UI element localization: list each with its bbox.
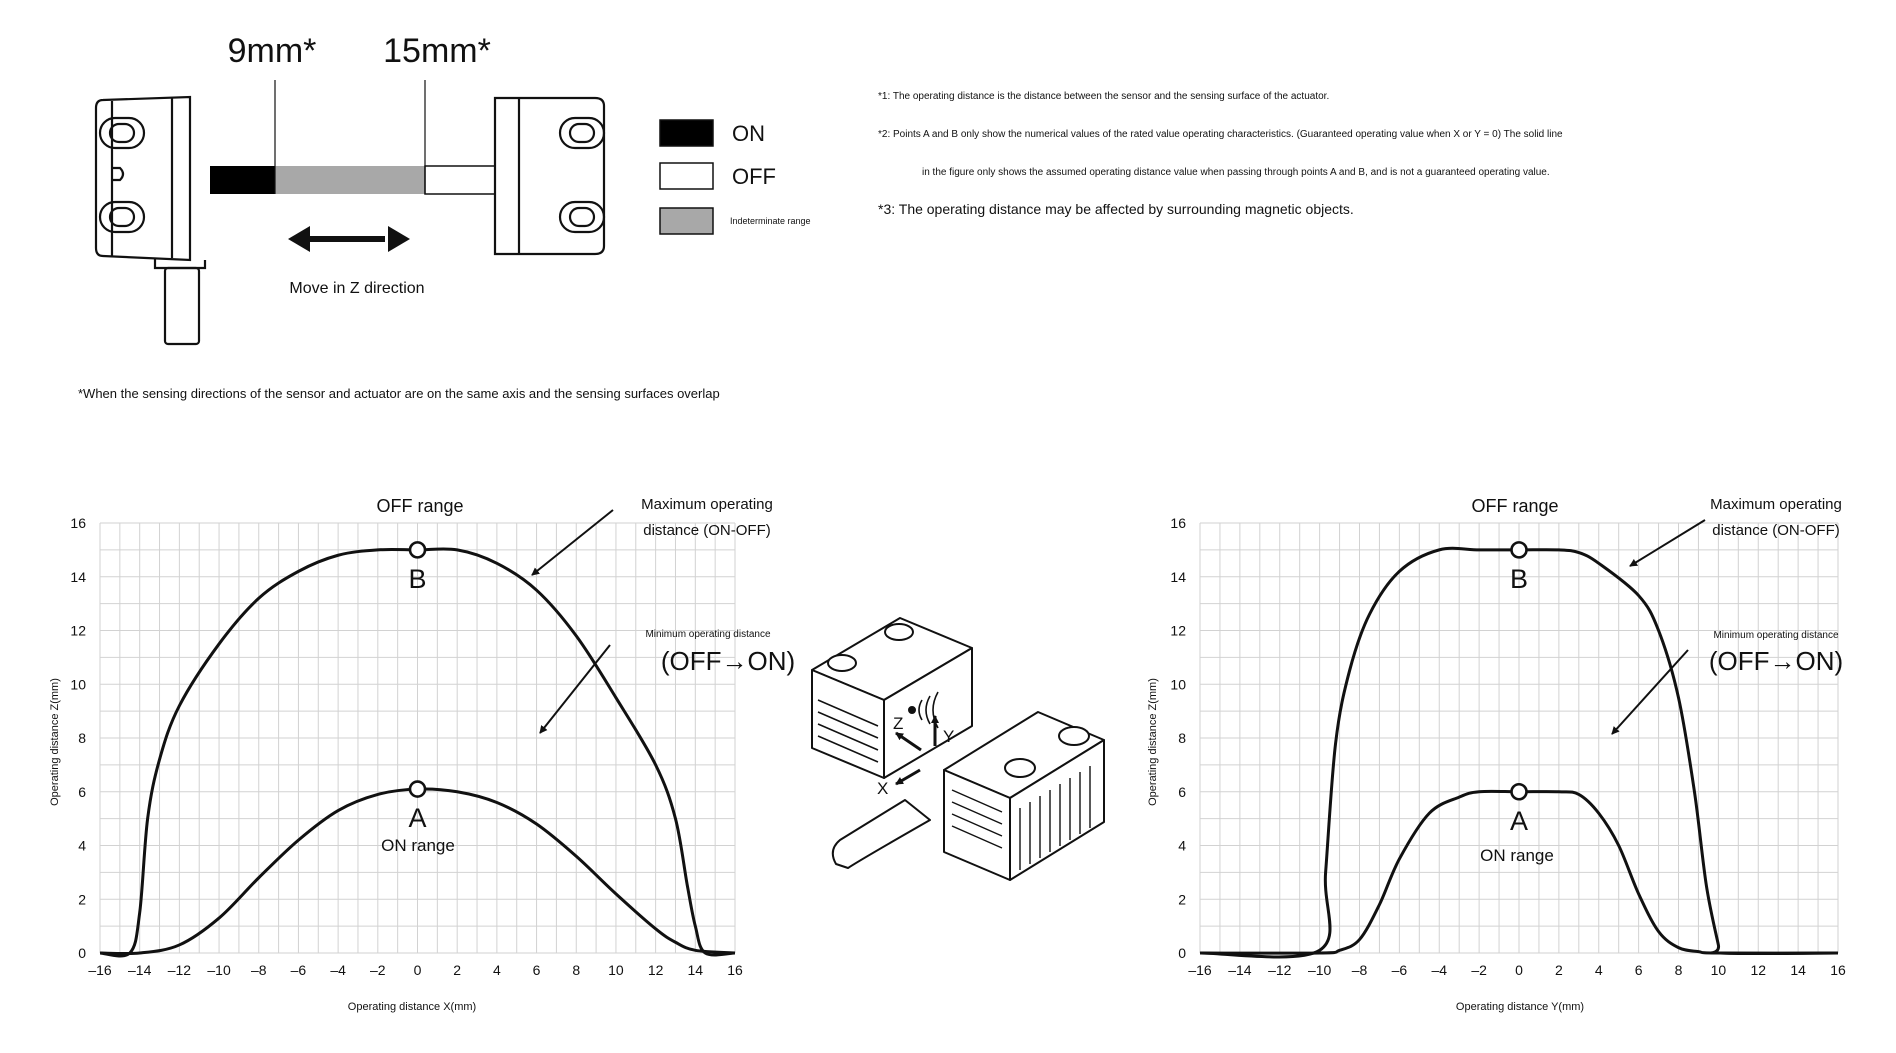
max-operating-label: Maximum operating xyxy=(641,496,773,513)
x-tick-label: 6 xyxy=(532,962,541,978)
y-axis-label: Operating distance Z(mm) xyxy=(49,678,61,806)
on-range-label: ON range xyxy=(1480,846,1554,865)
min-operating-label: Minimum operating distance xyxy=(645,629,771,640)
max-pointer-arrow xyxy=(532,510,613,575)
x-tick-label: –2 xyxy=(1471,962,1487,978)
max-operating-label: Maximum operating xyxy=(1710,496,1842,513)
dim-9-label: 9mm* xyxy=(227,32,317,70)
y-tick-label: 8 xyxy=(1178,730,1186,746)
off-range-label: OFF range xyxy=(1471,496,1559,516)
y-tick-label: 6 xyxy=(78,783,86,800)
x-tick-label: 10 xyxy=(608,962,624,978)
move-arrow-icon xyxy=(288,226,410,252)
chart-y-direction xyxy=(1147,496,1846,1013)
point-a-label: A xyxy=(408,803,427,834)
x-tick-label: –8 xyxy=(250,962,267,978)
x-tick-label: 12 xyxy=(1750,962,1767,978)
footnote: *When the sensing directions of the sensor and actuator are on the same axis and the sensing surfaces overlap xyxy=(78,386,720,401)
x-tick-label: 2 xyxy=(453,962,462,978)
point-a-marker xyxy=(410,782,425,797)
point-b-marker xyxy=(1512,542,1527,557)
indeterminate-range-bar xyxy=(275,166,425,194)
move-label: Move in Z direction xyxy=(289,280,425,297)
sensor-left xyxy=(96,97,205,344)
max-operating-label-2: distance (ON-OFF) xyxy=(643,522,771,539)
on-range-bar xyxy=(210,166,275,194)
x-tick-label: –4 xyxy=(330,962,346,978)
sensor-diagram xyxy=(96,32,604,344)
x-tick-label: –10 xyxy=(1307,962,1332,978)
x-tick-label: 2 xyxy=(1554,962,1563,978)
y-tick-label: 14 xyxy=(1170,568,1186,585)
y-axis-label: Operating distance Z(mm) xyxy=(1147,678,1159,806)
y-tick-label: 2 xyxy=(78,891,86,908)
point-a-marker xyxy=(1512,784,1527,799)
off-range-label: OFF range xyxy=(376,496,464,516)
y-tick-label: 2 xyxy=(1178,891,1186,908)
x-tick-label: 4 xyxy=(1594,962,1603,978)
note-1: *1: The operating distance is the distance between the sensor and the sensing surface of the actuator. xyxy=(878,91,1330,102)
x-tick-label: –14 xyxy=(1228,962,1252,978)
legend-off-swatch xyxy=(660,163,713,189)
y-tick-label: 16 xyxy=(1170,515,1186,531)
min-operating-label: Minimum operating distance xyxy=(1713,630,1839,641)
x-tick-label: 16 xyxy=(1830,962,1846,978)
x-tick-label: –12 xyxy=(167,962,192,978)
x-tick-label: 8 xyxy=(572,962,581,978)
min-pointer-arrow xyxy=(540,645,610,733)
x-tick-label: –6 xyxy=(290,962,307,978)
y-tick-label: 4 xyxy=(1178,837,1186,854)
dim-15-label: 15mm* xyxy=(383,32,491,70)
point-b-label: B xyxy=(1509,563,1529,594)
x-tick-label: –4 xyxy=(1431,962,1448,978)
x-tick-label: –6 xyxy=(1391,962,1408,978)
sensor-3d-illustration xyxy=(812,618,1104,880)
axis-x-label: X xyxy=(877,779,889,798)
y-tick-label: 12 xyxy=(70,622,86,639)
point-a-label: A xyxy=(1509,805,1529,836)
x-axis-label: Operating distance Y(mm) xyxy=(1455,1001,1585,1013)
x-tick-label: –8 xyxy=(1351,962,1368,978)
on-range-label: ON range xyxy=(381,836,455,855)
point-b-marker xyxy=(410,542,425,557)
x-tick-label: –16 xyxy=(1188,962,1212,978)
y-tick-label: 6 xyxy=(1178,783,1186,800)
y-tick-label: 16 xyxy=(70,515,86,531)
legend-off-label: OFF xyxy=(732,164,776,189)
max-operating-label-2: distance (ON-OFF) xyxy=(1712,522,1840,539)
actuator-right xyxy=(495,98,604,254)
min-operating-formula: (OFF→ON) xyxy=(660,646,796,676)
note-2a: *2: Points A and B only show the numerical values of the rated value operating characteristics. (Guaranteed operating value when X or Y = 0) The solid line xyxy=(878,129,1563,140)
x-tick-label: 10 xyxy=(1710,962,1727,978)
x-tick-label: 16 xyxy=(727,962,743,978)
notes xyxy=(878,91,1563,217)
y-tick-label: 10 xyxy=(70,676,86,693)
y-tick-label: 4 xyxy=(78,837,86,854)
x-tick-label: 6 xyxy=(1634,962,1643,978)
x-tick-label: 0 xyxy=(413,962,422,978)
point-b-label: B xyxy=(408,563,427,594)
legend-on-label: ON xyxy=(732,121,765,146)
y-tick-label: 0 xyxy=(1178,945,1186,961)
x-tick-label: 0 xyxy=(1515,962,1523,978)
x-tick-label: 4 xyxy=(492,962,501,978)
x-tick-label: 14 xyxy=(1790,962,1806,978)
min-operating-formula: (OFF→ON) xyxy=(1708,646,1844,676)
y-tick-label: 0 xyxy=(78,945,86,961)
y-tick-label: 12 xyxy=(1170,622,1186,639)
off-range-bar xyxy=(425,166,495,194)
x-tick-label: –12 xyxy=(1268,962,1292,978)
x-tick-label: 14 xyxy=(687,962,704,978)
note-2b: in the figure only shows the assumed operating distance value when passing through points A and B, and is not a guaranteed operating value. xyxy=(922,167,1550,178)
x-axis-label: Operating distance X(mm) xyxy=(347,1001,477,1013)
x-tick-label: –16 xyxy=(88,962,112,978)
legend xyxy=(660,120,811,234)
chart-x-direction xyxy=(49,496,795,1013)
x-tick-label: 8 xyxy=(1674,962,1683,978)
max-pointer-arrow xyxy=(1630,520,1705,566)
x-tick-label: 12 xyxy=(647,962,664,978)
y-tick-label: 10 xyxy=(1170,676,1186,693)
legend-on-swatch xyxy=(660,120,713,146)
x-tick-label: –2 xyxy=(370,962,386,978)
axis-z-label: Z xyxy=(893,714,904,733)
note-3: *3: The operating distance may be affected by surrounding magnetic objects. xyxy=(878,201,1354,217)
legend-indeterminate-swatch xyxy=(660,208,713,234)
x-tick-label: –10 xyxy=(207,962,231,978)
y-tick-label: 14 xyxy=(70,568,86,585)
y-tick-label: 8 xyxy=(78,730,86,746)
legend-indeterminate-label: Indeterminate range xyxy=(730,216,811,226)
x-tick-label: –14 xyxy=(128,962,152,978)
axis-y-label: Y xyxy=(943,727,955,746)
